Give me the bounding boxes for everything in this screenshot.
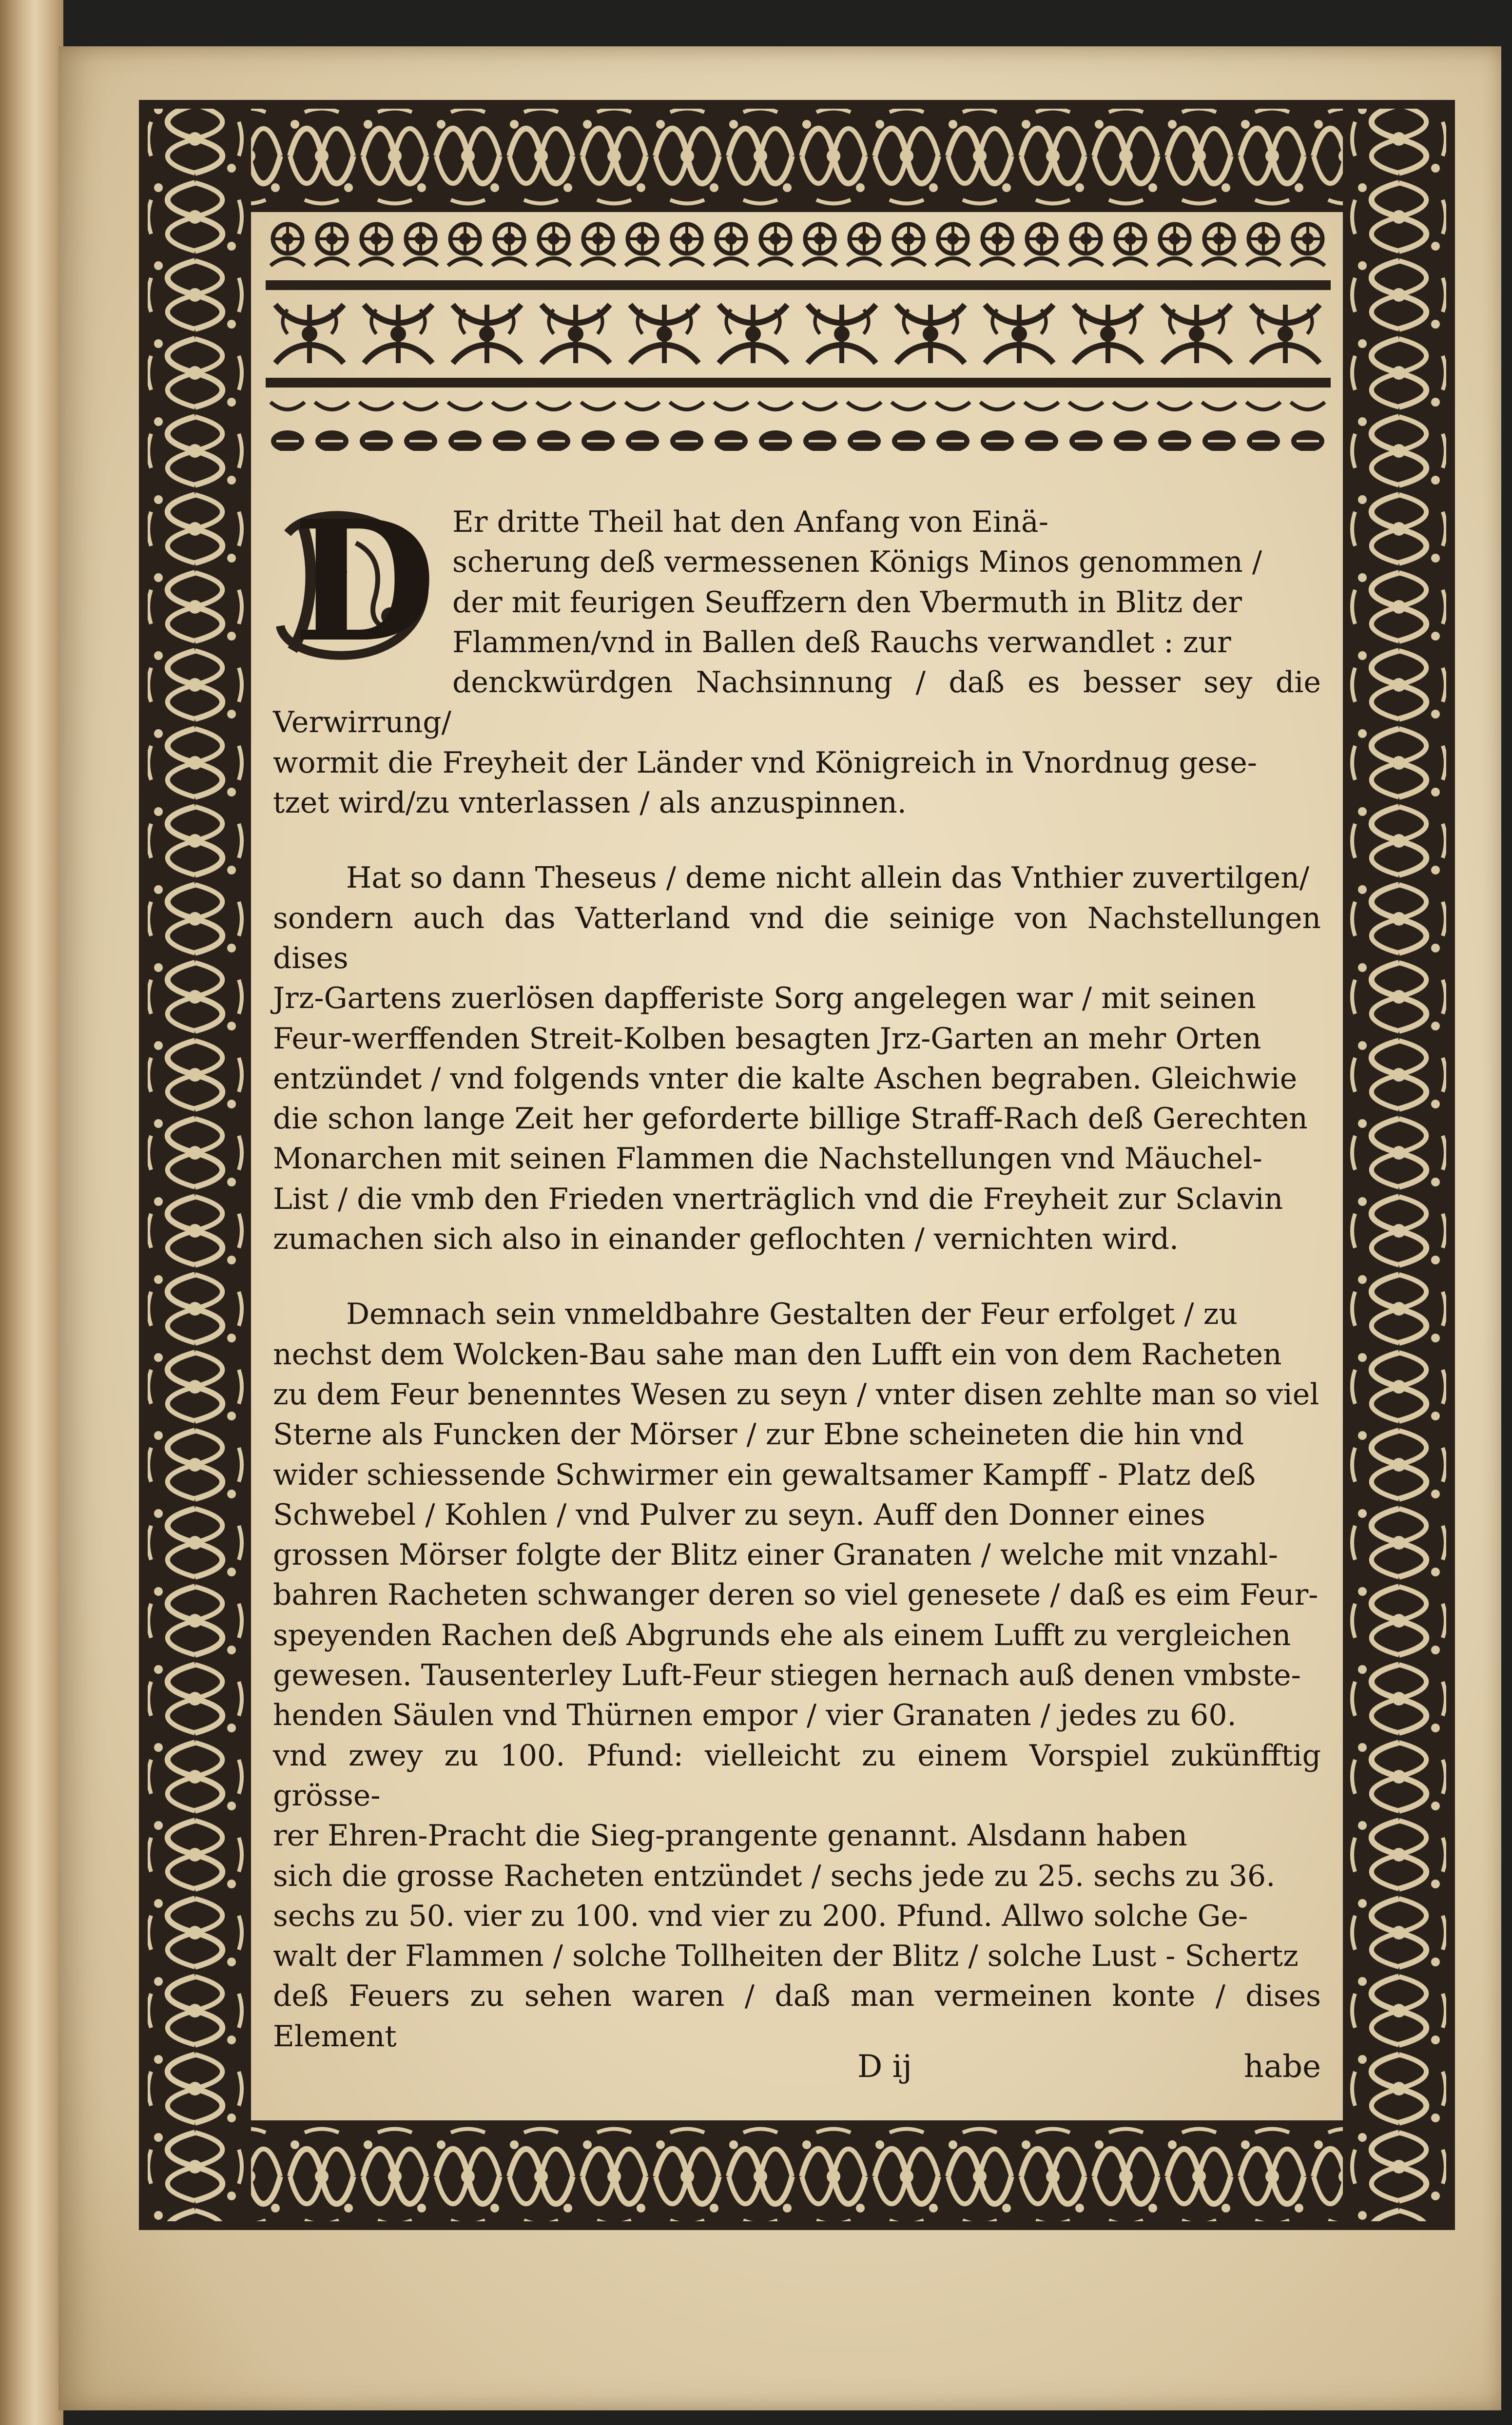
text-line: wider schiessende Schwirmer ein gewaltsamer Kampff - Platz deß <box>273 1457 1256 1492</box>
text-line: henden Säulen vnd Thürnen empor / vier Granaten / jedes zu 60. <box>273 1698 1237 1733</box>
text-line: scherung deß vermessenen Königs Minos genommen / <box>452 545 1262 580</box>
text-line: sechs zu 50. vier zu 100. vnd vier zu 200. Pfund. Allwo solche Ge- <box>273 1899 1248 1933</box>
decorated-initial <box>273 485 439 679</box>
text-line: Demnach sein vnmeldbahre Gestalten der Feur erfolget / zu <box>346 1297 1238 1332</box>
paragraph-2 <box>273 858 1321 1259</box>
text-line: sondern auch das Vatterland vnd die seinige von Nachstellungen dises <box>273 901 1321 975</box>
text-line: die schon lange Zeit her geforderte billige Straff-Rach deß Gerechten <box>273 1102 1308 1136</box>
text-line: tzet wird/zu vnterlassen / als anzuspinnen. <box>273 786 907 820</box>
catchword: habe <box>1243 2049 1321 2085</box>
headpiece-pattern <box>266 217 1331 470</box>
text-line: Sterne als Funcken der Mörser / zur Ebne scheineten die hin vnd <box>273 1417 1244 1452</box>
text-line: Feur-werffenden Streit-Kolben besagten Jrz-Garten an mehr Orten <box>273 1021 1261 1056</box>
text-line: walt der Flammen / solche Tollheiten der Blitz / solche Lust - Schertz <box>273 1939 1299 1974</box>
text-line: denckwürdgen Nachsinnung / daß es besser sey die Verwirrung/ <box>273 665 1321 740</box>
main-text <box>273 485 1321 2056</box>
text-line: rer Ehren-Pracht die Sieg-prangente genannt. Alsdann haben <box>273 1819 1187 1853</box>
text-line: Schwebel / Kohlen / vnd Pulver zu seyn. Auff den Donner eines <box>273 1497 1205 1532</box>
text-line: List / die vmb den Frieden vnerträglich vnd die Freyheit zur Sclavin <box>273 1182 1283 1216</box>
text-line: wormit die Freyheit der Länder vnd Königreich in Vnordnug gese- <box>273 745 1258 780</box>
page-footer <box>273 2045 1321 2089</box>
text-line: Hat so dann Theseus / deme nicht allein das Vnthier zuvertilgen/ <box>346 861 1310 895</box>
text-line: zumachen sich also in einander geflochten / vernichten wird. <box>273 1222 1179 1257</box>
book-binding-edge <box>0 0 63 2425</box>
text-line: zu dem Feur benenntes Wesen zu seyn / vnter disen zehlte man so viel <box>273 1377 1319 1412</box>
text-line: der mit feurigen Seuffzern den Vbermuth in Blitz der <box>452 585 1242 620</box>
text-line: grossen Mörser folgte der Blitz einer Granaten / welche mit vnzahl- <box>273 1538 1279 1572</box>
text-line: Er dritte Theil hat den Anfang von Einä- <box>452 505 1048 539</box>
text-line: bahren Racheten schwanger deren so viel genesete / daß es eim Feur- <box>273 1578 1318 1612</box>
text-line: Monarchen mit seinen Flammen die Nachstellungen vnd Mäuchel- <box>273 1142 1262 1176</box>
text-line: vnd zwey zu 100. Pfund: vielleicht zu einem Vorspiel zukünfftig grösse- <box>273 1738 1321 1813</box>
signature-mark: D ij <box>857 2049 912 2085</box>
text-line: entzündet / vnd folgends vnter die kalte Aschen begraben. Gleichwie <box>273 1061 1298 1096</box>
text-line: nechst dem Wolcken-Bau sahe man den Lufft ein von dem Racheten <box>273 1337 1282 1372</box>
paragraph-3 <box>273 1294 1321 2056</box>
text-line: Jrz-Gartens zuerlösen dapfferiste Sorg angelegen war / mit seinen <box>273 981 1256 1016</box>
ornamental-headpiece <box>266 217 1331 470</box>
text-line: Flammen/vnd in Ballen deß Rauchs verwandlet : zur <box>452 625 1231 660</box>
text-line: sich die grosse Racheten entzündet / sechs jede zu 25. sechs zu 36. <box>273 1859 1276 1893</box>
initial-letter: D <box>292 485 436 679</box>
text-line: gewesen. Tausenterley Luft-Feur stiegen hernach auß denen vmbste- <box>273 1658 1301 1693</box>
text-line: speyenden Rachen deß Abgrunds ehe als einem Lufft zu vergleichen <box>273 1618 1291 1652</box>
paragraph-1 <box>273 485 1321 823</box>
text-line: deß Feuers zu sehen waren / daß man vermeinen konte / dises Element <box>273 1979 1321 2054</box>
